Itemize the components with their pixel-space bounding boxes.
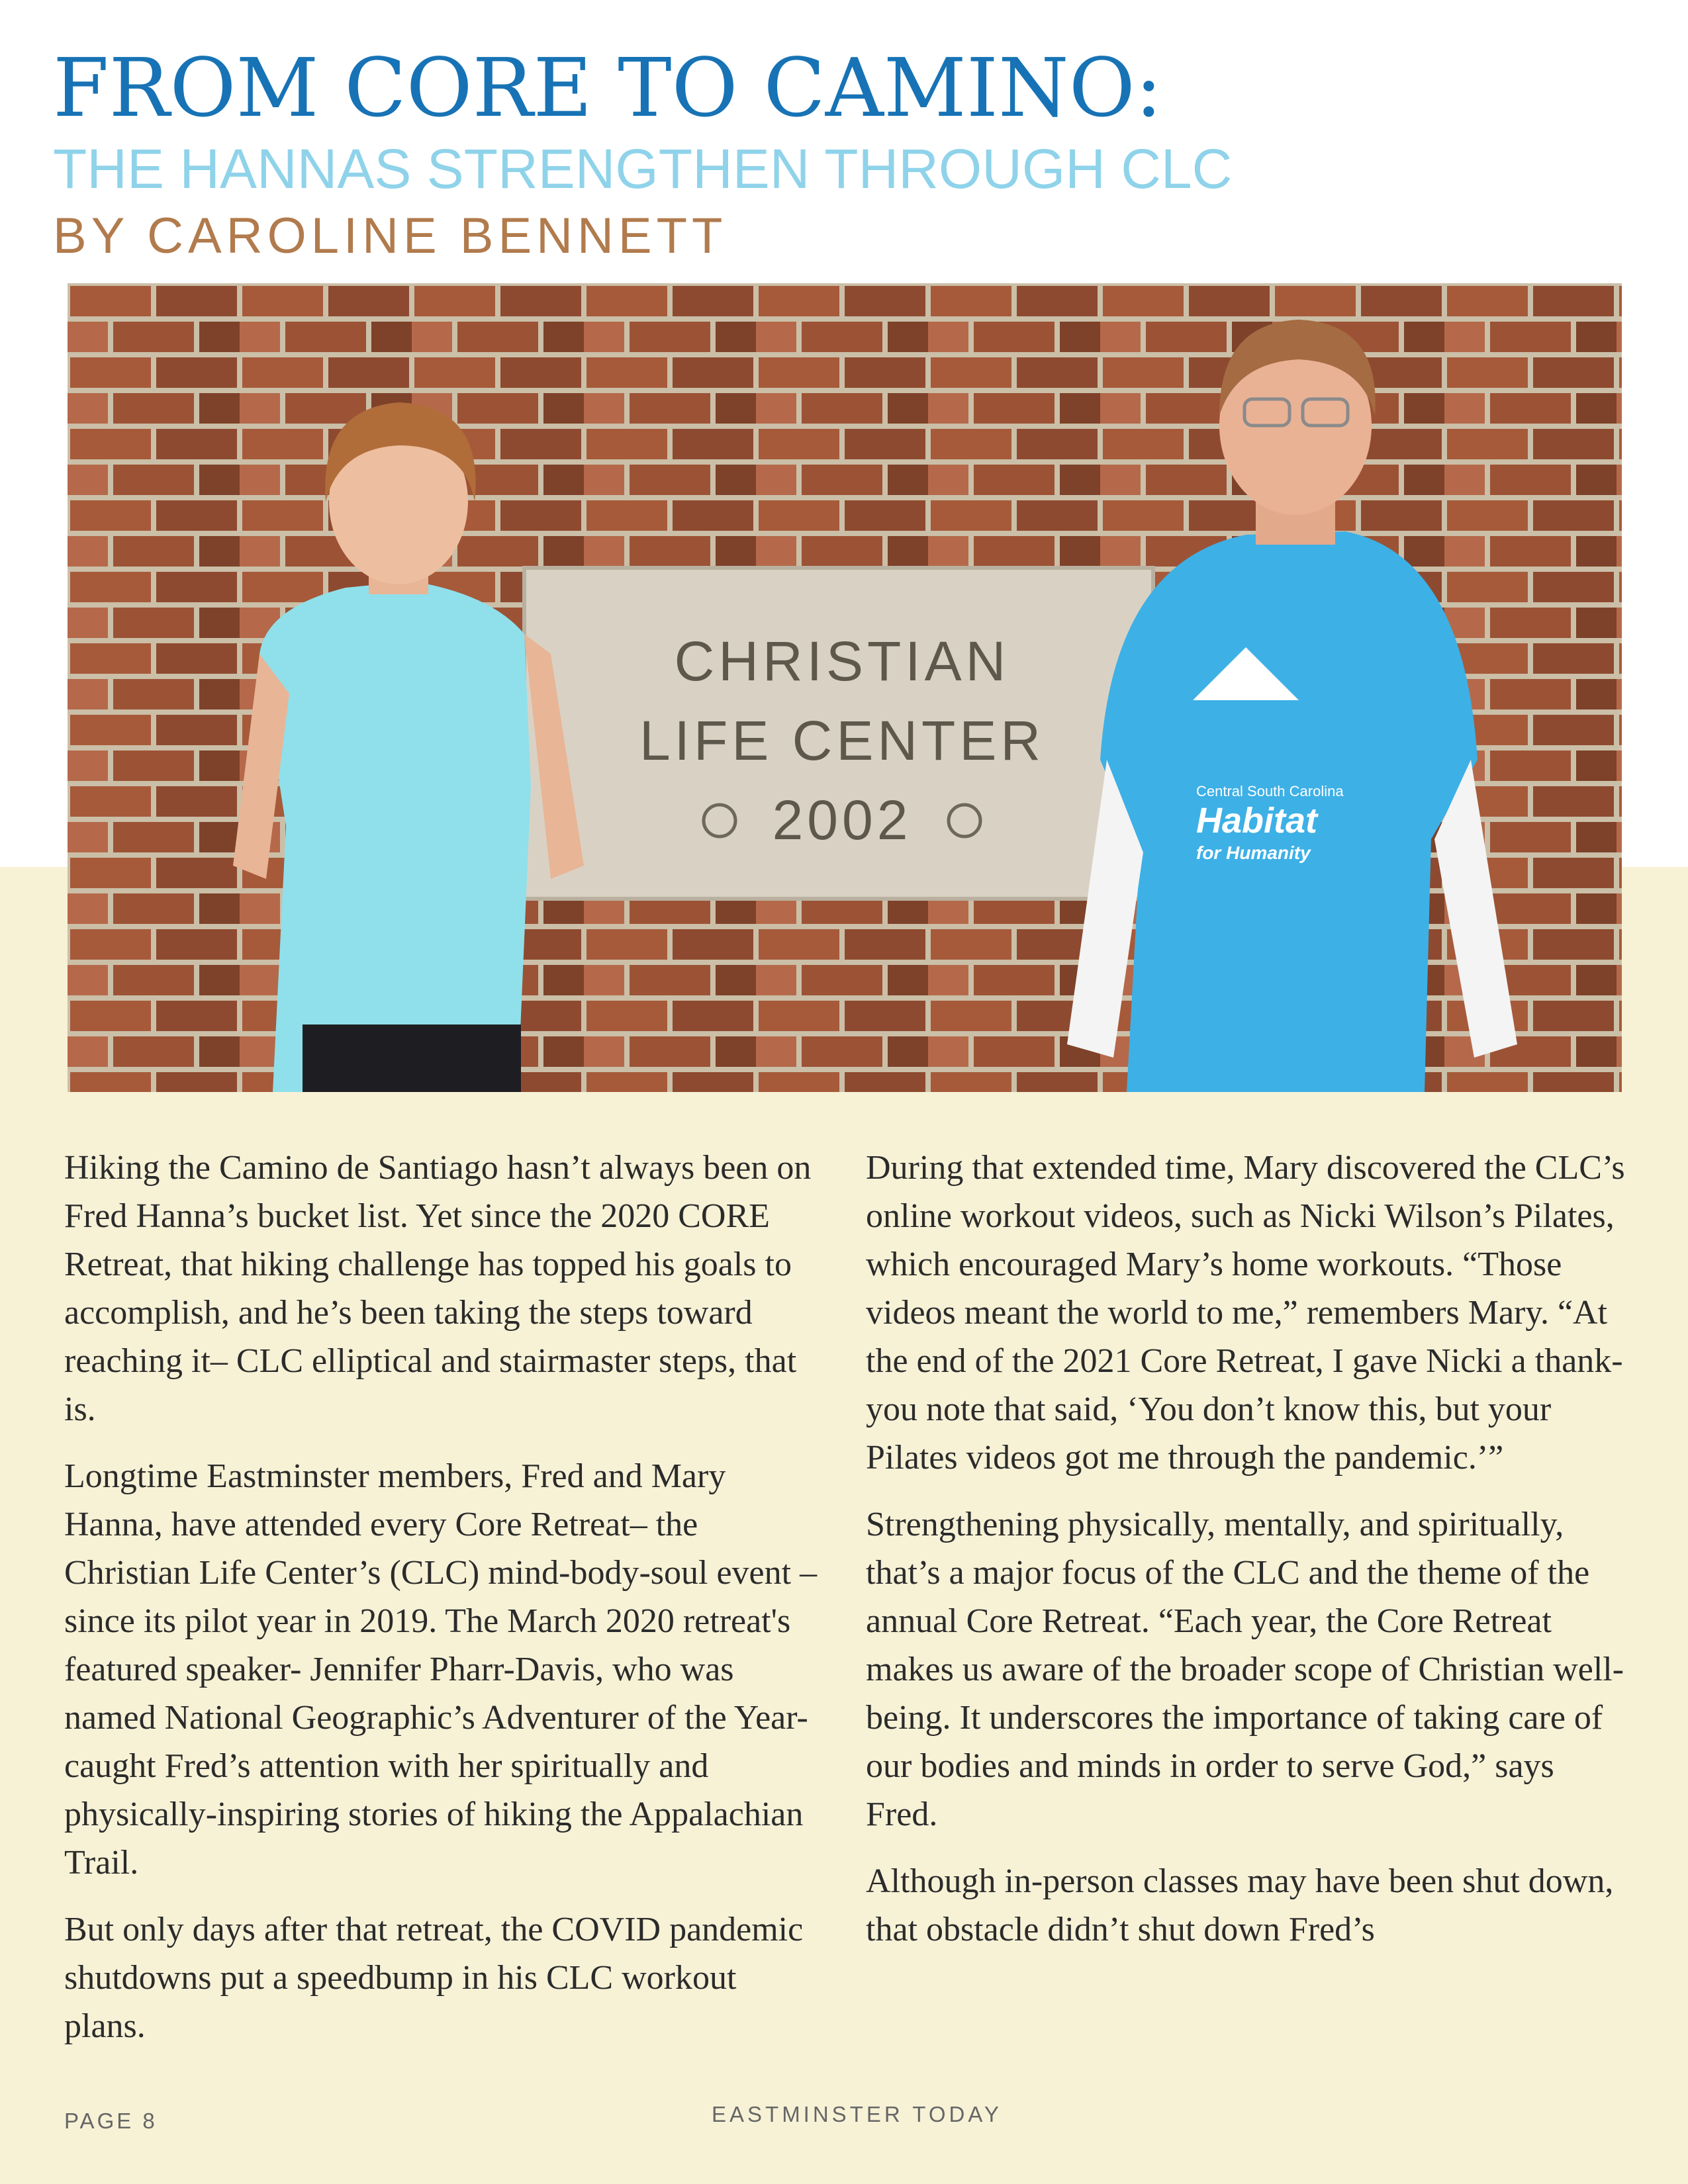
shirt-text-3: for Humanity [1196,842,1311,863]
article-column-left [64,1144,825,2069]
article-byline: BY CAROLINE BENNETT [53,208,727,264]
article-subtitle: THE HANNAS STRENGTHEN THROUGH CLC [53,138,1233,200]
left-paragraph-2: Longtime Eastminster members, Fred and Mary Hanna, have attended every Core Retreat– the Christian Life Center’s (CLC) mind-body-soul event –since its pilot year in 2019. The March 2020 retreat's featured speaker- Jennifer Pharr-Davis, who was named National Geographic’s Adventurer of the Year- caught Fred’s attention with her spiritually and physically-inspiring stories of hiking the Appalachian Trail. [64,1457,818,1882]
publication-name: EASTMINSTER TODAY [712,2102,1002,2126]
page-number: PAGE 8 [64,2109,158,2133]
shirt-text-2: Habitat [1196,801,1318,841]
right-paragraph-3: Although in-person classes may have been shut down, that obstacle didn’t shut down Fred’s [866,1862,1614,1948]
feature-photo [68,283,1622,1092]
right-paragraph-1: During that extended time, Mary discovered the CLC’s online workout videos, such as Nicki Wilson’s Pilates, which encouraged Mary’s home workouts. “Those videos meant the world to me,” remembers Mary. “At the end of the 2021 Core Retreat, I gave Nicki a thank-you note that said, ‘You don’t know this, but your Pilates videos got me through the pandemic.’” [866,1149,1625,1477]
cornerstone-plaque [524,568,1153,899]
left-paragraph-1: Hiking the Camino de Santiago hasn’t always been on Fred Hanna’s bucket list. Yet since the 2020 CORE Retreat, that hiking challenge has topped his goals to accomplish, and he’s been taking the steps toward reaching it– CLC elliptical and stairmaster steps, that is. [64,1149,812,1428]
right-paragraph-2: Strengthening physically, mentally, and spiritually, that’s a major focus of the CLC and the theme of the annual Core Retreat. “Each year, the Core Retreat makes us aware of the broader scope of Christian well-being. It underscores the importance of taking care of our bodies and minds in order to serve God,” says Fred. [866,1506,1624,1833]
plaque-line-1: CHRISTIAN [674,630,1010,692]
article-column-right [866,1144,1627,1972]
photo-illustration [68,283,1622,1092]
left-paragraph-3: But only days after that retreat, the COVID pandemic shutdowns put a speedbump in his CLC workout plans. [64,1911,804,2045]
shirt-text-1: Central South Carolina [1196,783,1344,799]
article-title: FROM CORE TO CAMINO: [53,41,1162,135]
plaque-line-3: 2002 [772,789,912,851]
plaque-line-2: LIFE CENTER [639,709,1045,772]
